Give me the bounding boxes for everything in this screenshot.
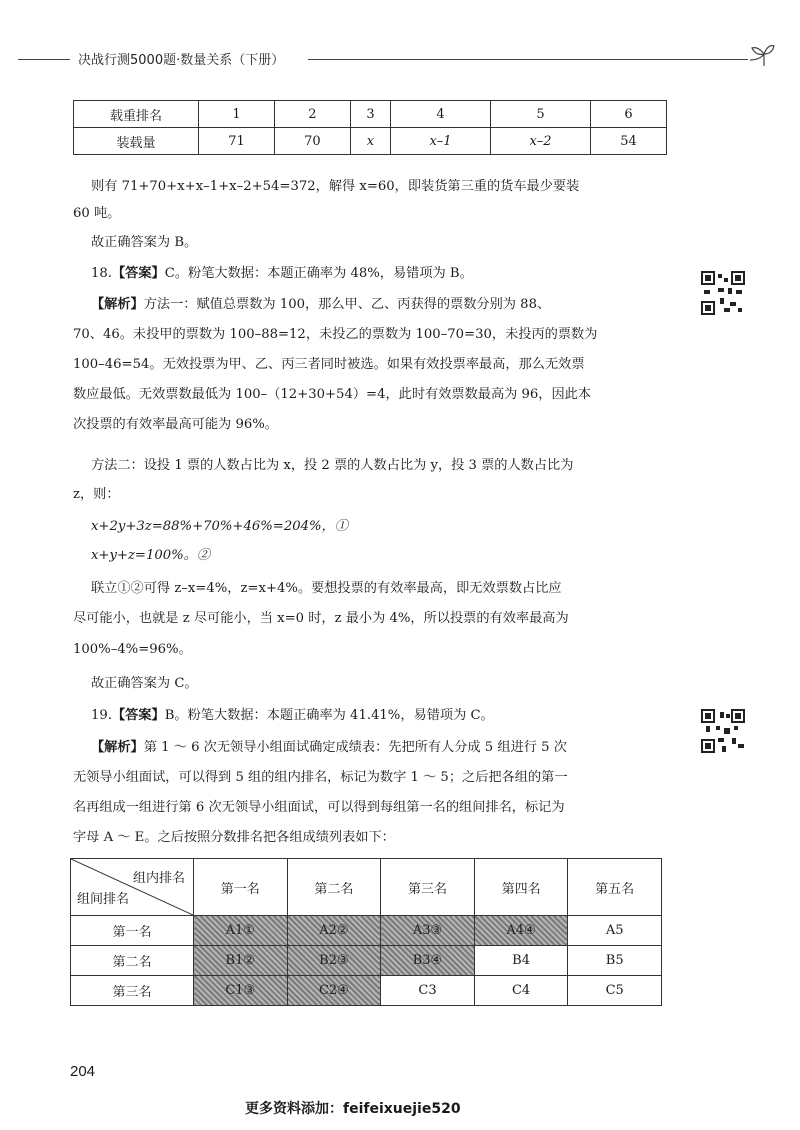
column-header: 第五名 xyxy=(568,859,662,916)
table-row xyxy=(74,101,667,128)
table-cell: 70 xyxy=(274,128,350,155)
qr-code-icon xyxy=(700,708,746,754)
table-cell: 54 xyxy=(591,128,667,155)
diagonal-header-cell xyxy=(71,859,194,916)
paragraph-line: 故正确答案为 C。 xyxy=(91,676,198,691)
header-rule-left xyxy=(18,59,70,60)
table-row xyxy=(71,946,662,976)
footer-note: 更多资料添加：feifeixuejie520 xyxy=(245,1101,461,1117)
group-ranking-table xyxy=(70,858,662,1006)
table-cell: 6 xyxy=(591,101,667,128)
paragraph-line: 数应最低。无效票数最低为 100–（12+30+54）=4，此时有效票数最高为 96，因此本 xyxy=(73,387,592,402)
table-cell: 3 xyxy=(350,101,390,128)
table-cell: B2③ xyxy=(287,946,381,976)
q18-answer-line xyxy=(91,264,691,284)
paragraph-line: 70、46。未投甲的票数为 100–88=12，未投乙的票数为 100–70=30，未投丙的票数为 xyxy=(73,327,598,342)
table-cell: x xyxy=(350,128,390,155)
column-header: 第四名 xyxy=(474,859,568,916)
q19-answer-line xyxy=(91,706,691,726)
paragraph-line: 无领导小组面试，可以得到 5 组的组内排名，标记为数字 1 ～ 5；之后把各组的第一 xyxy=(73,770,568,785)
table-cell: A3③ xyxy=(381,916,475,946)
running-header xyxy=(18,40,778,70)
table-cell: B1② xyxy=(194,946,288,976)
table-row xyxy=(71,916,662,946)
paragraph-line: 尽可能小，也就是 z 尽可能小，当 x=0 时，z 最小为 4%，所以投票的有效率最高为 xyxy=(73,611,569,626)
corner-top-label: 组内排名 xyxy=(132,871,185,886)
column-header: 第一名 xyxy=(194,859,288,916)
table-cell: 4 xyxy=(391,101,491,128)
table-row xyxy=(71,976,662,1006)
equation-line: x+2y+3z=88%+70%+46%=204%，① xyxy=(91,519,348,534)
q18-analysis-line xyxy=(91,295,691,315)
question-number: 19. xyxy=(91,708,112,723)
paragraph-line: 名再组成一组进行第 6 次无领导小组面试，可以得到每组第一名的组间排名，标记为 xyxy=(73,800,565,815)
paragraph-line: 次投票的有效率最高可能为 96%。 xyxy=(73,417,278,432)
table-cell: 1 xyxy=(199,101,275,128)
table-cell: C5 xyxy=(568,976,662,1006)
table-cell: A2② xyxy=(287,916,381,946)
table-cell: 71 xyxy=(199,128,275,155)
table-cell: B3④ xyxy=(381,946,475,976)
answer-tag: 【答案】 xyxy=(111,266,165,281)
answer-tag: 【答案】 xyxy=(111,708,165,723)
table-cell: 载重排名 xyxy=(74,101,199,128)
table-row xyxy=(74,128,667,155)
table-cell: x–1 xyxy=(391,128,491,155)
page-number: 204 xyxy=(70,1063,96,1080)
table-cell: C2④ xyxy=(287,976,381,1006)
table-cell: 装载量 xyxy=(74,128,199,155)
paragraph-line: 60 吨。 xyxy=(73,206,121,221)
qr-code-icon xyxy=(700,270,746,316)
table-cell: x–2 xyxy=(491,128,591,155)
header-title: 决战行测5000题·数量关系（下册） xyxy=(78,53,285,68)
paragraph-line: 100–46=54。无效投票为甲、乙、丙三者同时被选。如果有效投票率最高，那么无效票 xyxy=(73,357,585,372)
table-cell: A5 xyxy=(568,916,662,946)
row-label: 第二名 xyxy=(71,946,194,976)
answer-text: B。粉笔大数据：本题正确率为 41.41%，易错项为 C。 xyxy=(164,708,494,723)
table-cell: A4④ xyxy=(474,916,568,946)
analysis-text: 第 1 ～ 6 次无领导小组面试确定成绩表：先把所有人分成 5 组进行 5 次 xyxy=(143,740,567,755)
answer-text: C。粉笔大数据：本题正确率为 48%，易错项为 B。 xyxy=(164,266,473,281)
paragraph-line: 方法二：设投 1 票的人数占比为 x，投 2 票的人数占比为 y，投 3 票的人数占比为 xyxy=(91,458,574,473)
table-cell: C4 xyxy=(474,976,568,1006)
table-cell: C1③ xyxy=(194,976,288,1006)
corner-bottom-label: 组间排名 xyxy=(77,892,130,907)
q19-analysis-line xyxy=(91,738,691,758)
question-number: 18. xyxy=(91,266,112,281)
table-cell: C3 xyxy=(381,976,475,1006)
analysis-text: 方法一：赋值总票数为 100，那么甲、乙、丙获得的票数分别为 88、 xyxy=(143,297,551,312)
paragraph-line: 则有 71+70+x+x–1+x–2+54=372，解得 x=60，即装货第三重的货车最少要装 xyxy=(91,179,580,194)
row-label: 第一名 xyxy=(71,916,194,946)
paragraph-line: z，则： xyxy=(73,487,120,502)
paragraph-line: 联立①②可得 z–x=4%，z=x+4%。要想投票的有效率最高，即无效票数占比应 xyxy=(91,581,562,596)
table-cell: 2 xyxy=(274,101,350,128)
table-header-row xyxy=(71,859,662,916)
analysis-tag: 【解析】 xyxy=(91,740,144,755)
column-header: 第三名 xyxy=(381,859,475,916)
row-label: 第三名 xyxy=(71,976,194,1006)
header-rule-right xyxy=(308,59,748,60)
column-header: 第二名 xyxy=(287,859,381,916)
table-cell: B4 xyxy=(474,946,568,976)
table-cell: A1① xyxy=(194,916,288,946)
paragraph-line: 故正确答案为 B。 xyxy=(91,235,198,250)
table-cell: B5 xyxy=(568,946,662,976)
load-ranking-table xyxy=(73,100,667,155)
equation-line: x+y+z=100%。② xyxy=(91,548,211,563)
paragraph-line: 字母 A ～ E。之后按照分数排名把各组成绩列表如下： xyxy=(73,830,395,845)
sprout-icon xyxy=(748,42,776,70)
table-cell: 5 xyxy=(491,101,591,128)
paragraph-line: 100%–4%=96%。 xyxy=(73,642,192,657)
analysis-tag: 【解析】 xyxy=(91,297,144,312)
